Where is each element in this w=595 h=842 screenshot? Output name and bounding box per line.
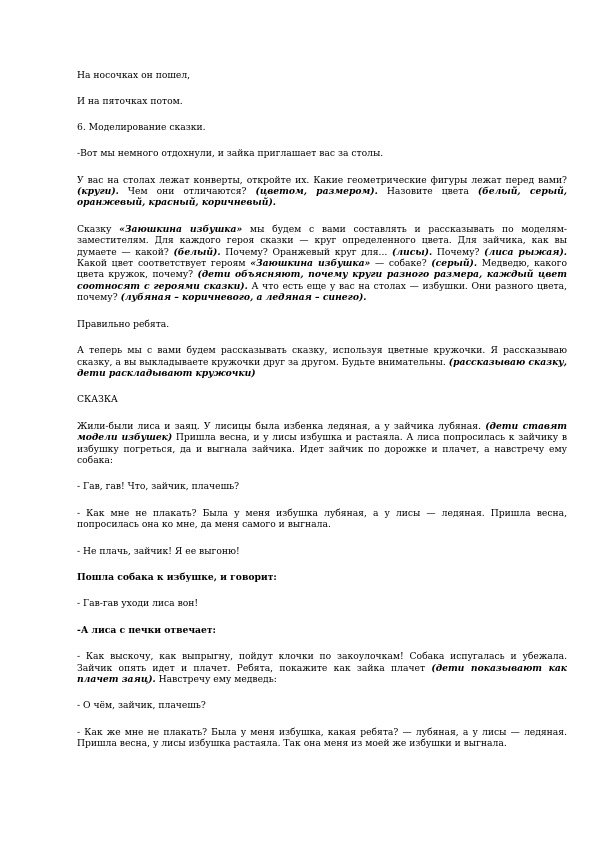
text-run: А что есть еще у вас на столах — избушки. Они разного цвета, почему? xyxy=(77,280,568,304)
emphasis-run: (дети ставят модели избушек) xyxy=(77,420,567,444)
paragraph-verse-line-2: И на пяточках потом. xyxy=(77,96,183,108)
emphasis-run: (серый). xyxy=(431,258,478,270)
text-run: Навстречу ему медведь: xyxy=(155,674,277,685)
paragraph-hare-answers-bear: - Как же мне не плакать? Была у меня избушка, какая ребята? — лубяная, а у лисы — ледяная. Пришла весна, у лисы избушка растаяла. Так она меня из моей же избушки и выгнала. xyxy=(77,726,567,750)
text-run: Медведю, какого цвета кружок, почему? xyxy=(77,258,567,281)
emphasis-run: (лиса рыжая). xyxy=(484,246,568,258)
text-run: — собаке? xyxy=(370,258,432,270)
paragraph-verse-line-1: На носочках он пошел, xyxy=(77,70,191,81)
paragraph-fox-replies: -А лиса с печки отвечает: xyxy=(77,624,216,636)
text-run: Чем они отличаются? xyxy=(118,186,256,198)
text-run: Жили-были лиса и заяц. У лисицы была избенка ледяная, а у зайчика лубяная. xyxy=(77,420,486,432)
paragraph-dog-promises: - Не плачь, зайчик! Я ее выгоню! xyxy=(77,545,240,557)
paragraph-story-start xyxy=(77,421,567,467)
text-run: Какой цвет соответствует героям xyxy=(77,258,251,270)
text-run: Почему? Оранжевый круг для... xyxy=(220,246,392,258)
emphasis-run: (цветом, размером). xyxy=(255,186,378,198)
emphasis-run: «Заюшкина избушка» xyxy=(250,258,371,270)
paragraph-tell-story xyxy=(77,345,567,379)
emphasis-run: (дети объясняют, почему круги разного размера, каждый цвет соотносят с героями сказки). xyxy=(77,269,567,292)
paragraph-dog-goes: Пошла собака к избушке, и говорит: xyxy=(77,571,277,583)
text-run: Сказку xyxy=(77,223,120,235)
section-heading-modeling: 6. Моделирование сказки. xyxy=(77,121,206,133)
text-run: Назовите цвета xyxy=(377,186,478,198)
paragraph-right-children: Правильно ребята. xyxy=(77,318,170,330)
paragraph-envelopes xyxy=(77,175,567,209)
emphasis-run: (дети показывают как плачет заяц). xyxy=(77,662,567,685)
paragraph-dog-asks: - Гав, гав! Что, зайчик, плачешь? xyxy=(77,481,240,493)
emphasis-run: (белый, серый, оранжевый, красный, коричневый). xyxy=(77,186,567,209)
story-heading: СКАЗКА xyxy=(77,394,118,406)
text-run: Почему? xyxy=(432,246,485,258)
text-run: У вас на столах лежат конверты, откройте их. Какие геометрические фигуры лежат перед вами? xyxy=(77,174,567,186)
emphasis-run: «Заюшкина избушка» xyxy=(119,223,243,235)
document-body xyxy=(77,70,567,750)
paragraph-bear-asks: - О чём, зайчик, плачешь? xyxy=(77,700,206,712)
paragraph-invitation: -Вот мы немного отдохнули, и зайка приглашает вас за столы. xyxy=(77,148,384,160)
text-run: А теперь мы с вами будем рассказывать сказку, используя цветные кружочки. Я рассказываю сказку, а вы выкладываете кружочки друг за другом. Будьте внимательны. xyxy=(77,345,567,368)
emphasis-run: (лубяная – коричневого, а ледяная – синего). xyxy=(120,292,367,304)
emphasis-run: (белый). xyxy=(173,246,221,258)
text-run: - Как выскочу, как выпрыгну, пойдут клочки по закоулочкам! Собака испугалась и убежала. Зайчик опять идет и плачет. Ребята, покажите как зайка плачет xyxy=(77,651,567,674)
emphasis-run: (рассказываю сказку, дети раскладывают кружочки) xyxy=(77,356,567,379)
paragraph-fox-threat xyxy=(77,651,567,685)
paragraph-models xyxy=(77,224,567,304)
emphasis-run: (лисы). xyxy=(391,246,433,258)
text-run: Пришла весна, и у лисы избушка и растаяла. А лиса попросилась к зайчику в избушку погреться, да и выгнала зайчика. Идет зайчик по дорожке и плачет, а навстречу ему собака: xyxy=(77,432,567,466)
paragraph-dog-barks: - Гав-гав уходи лиса вон! xyxy=(77,598,199,610)
emphasis-run: (круги). xyxy=(77,186,119,198)
paragraph-hare-answers: - Как мне не плакать? Была у меня избушка лубяная, а у лисы — ледяная. Пришла весна, попросилась она ко мне, да меня самого и выгнала. xyxy=(77,507,567,531)
text-run: мы будем с вами составлять и рассказывать по моделям-заместителям. Для каждого героя сказки — круг определенного цвета. Для зайчика, как вы думаете — какой? xyxy=(77,223,567,258)
